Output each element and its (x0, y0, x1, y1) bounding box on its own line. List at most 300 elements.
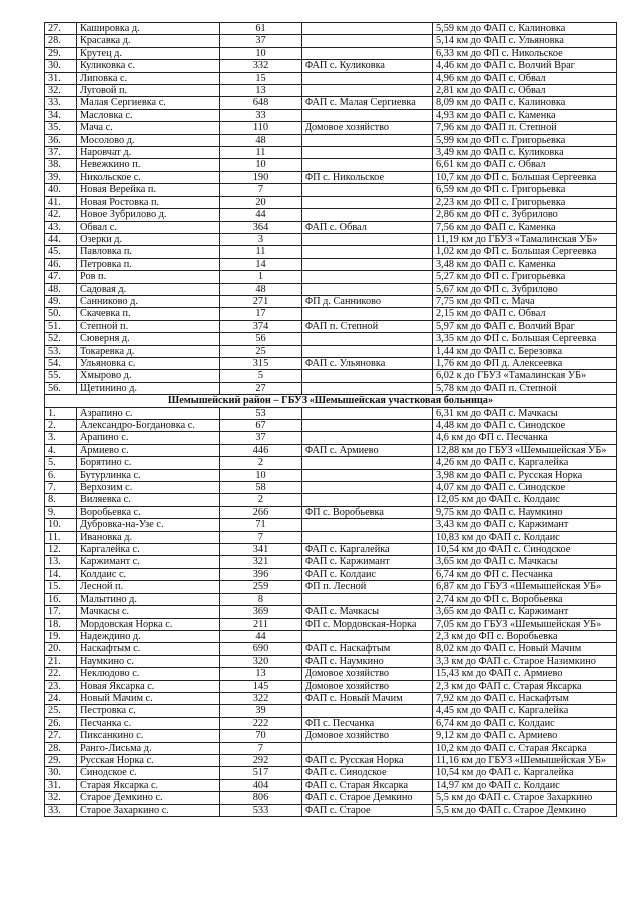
medical-facility (302, 457, 433, 469)
population: 71 (220, 519, 302, 531)
population: 7 (220, 531, 302, 543)
settlement-name: Крутец д. (77, 47, 220, 59)
population: 11 (220, 147, 302, 159)
row-number: 35. (45, 122, 77, 134)
table-row (45, 60, 617, 72)
table-row (45, 531, 617, 543)
distance: 5,27 км до ФП с. Григорьевка (433, 271, 617, 283)
table-row (45, 271, 617, 283)
settlement-name: Токаревка д. (77, 345, 220, 357)
table-row (45, 754, 617, 766)
settlement-name: Мордовская Норка с. (77, 618, 220, 630)
population: 266 (220, 506, 302, 518)
settlement-name: Наумкино с. (77, 655, 220, 667)
settlement-name: Верхозим с. (77, 482, 220, 494)
distance: 3,65 км до ФАП с. Каржимант (433, 606, 617, 618)
table-row (45, 556, 617, 568)
population: 517 (220, 767, 302, 779)
table-row (45, 246, 617, 258)
medical-facility: Домовое хозяйство (302, 730, 433, 742)
medical-facility: ФАП с. Малая Сергиевка (302, 97, 433, 109)
row-number: 32. (45, 85, 77, 97)
distance: 10,54 км до ФАП с. Синодское (433, 544, 617, 556)
table-row (45, 680, 617, 692)
table-row (45, 184, 617, 196)
distance: 5,5 км до ФАП с. Старое Демкино (433, 804, 617, 816)
settlement-name: Ивановка д. (77, 531, 220, 543)
settlement-name: Скачевка п. (77, 308, 220, 320)
population: 10 (220, 159, 302, 171)
population: 27 (220, 382, 302, 394)
distance: 5,59 км до ФАП с. Калиновка (433, 23, 617, 35)
medical-facility (302, 742, 433, 754)
row-number: 20. (45, 643, 77, 655)
table-row (45, 258, 617, 270)
population: 33 (220, 109, 302, 121)
population: 13 (220, 85, 302, 97)
distance: 1,44 км до ФАП с. Березовка (433, 345, 617, 357)
medical-facility (302, 333, 433, 345)
distance: 6,33 км до ФП с. Никольское (433, 47, 617, 59)
table-row (45, 606, 617, 618)
settlement-name: Песчанка с. (77, 717, 220, 729)
settlement-name: Старое Демкино с. (77, 792, 220, 804)
settlement-name: Куликовка с. (77, 60, 220, 72)
medical-facility (302, 469, 433, 481)
population: 446 (220, 444, 302, 456)
settlement-name: Мосолово д. (77, 134, 220, 146)
row-number: 17. (45, 606, 77, 618)
settlement-name: Борятино с. (77, 457, 220, 469)
settlement-name: Дубровка-на-Узе с. (77, 519, 220, 531)
table-row (45, 544, 617, 556)
settlement-name: Азрапино с. (77, 407, 220, 419)
row-number: 41. (45, 196, 77, 208)
row-number: 43. (45, 221, 77, 233)
population: 10 (220, 469, 302, 481)
medical-facility (302, 345, 433, 357)
settlement-name: Липовка с. (77, 72, 220, 84)
medical-facility (302, 209, 433, 221)
medical-facility: ФАП с. Новый Мачим (302, 692, 433, 704)
medical-facility (302, 630, 433, 642)
medical-facility: ФАП с. Куликовка (302, 60, 433, 72)
table-row (45, 134, 617, 146)
row-number: 25. (45, 705, 77, 717)
population: 5 (220, 370, 302, 382)
settlement-name: Армиево с. (77, 444, 220, 456)
row-number: 36. (45, 134, 77, 146)
settlement-name: Невежкино п. (77, 159, 220, 171)
settlement-name: Щетинино д. (77, 382, 220, 394)
settlement-name: Озерки д. (77, 233, 220, 245)
distance: 11,19 км до ГБУЗ «Тамалинская УБ» (433, 233, 617, 245)
row-number: 31. (45, 72, 77, 84)
row-number: 29. (45, 754, 77, 766)
distance: 7,05 км до ГБУЗ «Шемышейская УБ» (433, 618, 617, 630)
medical-facility: Домовое хозяйство (302, 668, 433, 680)
distance: 7,92 км до ФАП с. Наскафтым (433, 692, 617, 704)
table-row (45, 233, 617, 245)
population: 58 (220, 482, 302, 494)
distance: 3,98 км до ФАП с. Русская Норка (433, 469, 617, 481)
distance: 15,43 км до ФАП с. Армиево (433, 668, 617, 680)
settlement-name: Колдаис с. (77, 568, 220, 580)
table-row (45, 72, 617, 84)
settlement-name: Санниково д. (77, 295, 220, 307)
section-title: Шемышейский район – ГБУЗ «Шемышейская участковая больница» (45, 395, 617, 407)
table-row (45, 171, 617, 183)
table-row (45, 97, 617, 109)
row-number: 9. (45, 506, 77, 518)
population: 374 (220, 320, 302, 332)
distance: 14,97 км до ФАП с. Колдаис (433, 779, 617, 791)
medical-facility (302, 23, 433, 35)
medical-facility: ФП с. Мордовская-Норка (302, 618, 433, 630)
distance: 7,96 км до ФАП п. Степной (433, 122, 617, 134)
row-number: 24. (45, 692, 77, 704)
medical-facility: ФАП с. Каргалейка (302, 544, 433, 556)
table-row (45, 357, 617, 369)
medical-facility: ФАП п. Степной (302, 320, 433, 332)
row-number: 6. (45, 469, 77, 481)
table-body (45, 23, 617, 817)
row-number: 56. (45, 382, 77, 394)
distance: 2,15 км до ФАП с. Обвал (433, 308, 617, 320)
settlement-name: Арапино с. (77, 432, 220, 444)
table-row (45, 655, 617, 667)
settlement-name: Воробьевка с. (77, 506, 220, 518)
distance: 7,75 км до ФП с. Мача (433, 295, 617, 307)
medical-facility: ФАП с. Ульяновка (302, 357, 433, 369)
distance: 4,26 км до ФАП с. Каргалейка (433, 457, 617, 469)
population: 44 (220, 630, 302, 642)
row-number: 2. (45, 420, 77, 432)
settlement-name: Малая Сергиевка с. (77, 97, 220, 109)
table-row (45, 85, 617, 97)
medical-facility: ФАП с. Синодское (302, 767, 433, 779)
population: 14 (220, 258, 302, 270)
medical-facility: ФП с. Воробьевка (302, 506, 433, 518)
distance: 6,74 км до ФАП с. Колдаис (433, 717, 617, 729)
distance: 10,2 км до ФАП с. Старая Яксарка (433, 742, 617, 754)
population: 320 (220, 655, 302, 667)
settlement-name: Бутурлинка с. (77, 469, 220, 481)
distance: 5,78 км до ФАП п. Степной (433, 382, 617, 394)
table-row (45, 506, 617, 518)
row-number: 47. (45, 271, 77, 283)
medical-facility (302, 382, 433, 394)
row-number: 54. (45, 357, 77, 369)
row-number: 53. (45, 345, 77, 357)
row-number: 39. (45, 171, 77, 183)
settlement-name: Ранго-Лисьма д. (77, 742, 220, 754)
settlement-name: Каргалейка с. (77, 544, 220, 556)
medical-facility (302, 705, 433, 717)
row-number: 26. (45, 717, 77, 729)
population: 53 (220, 407, 302, 419)
row-number: 29. (45, 47, 77, 59)
section-header-row (45, 395, 617, 407)
medical-facility: ФП п. Лесной (302, 581, 433, 593)
population: 3 (220, 233, 302, 245)
settlement-name: Александро-Богдановка с. (77, 420, 220, 432)
settlement-name: Каржимант с. (77, 556, 220, 568)
distance: 3,3 км до ФАП с. Старое Назимкино (433, 655, 617, 667)
medical-facility: ФАП с. Колдаис (302, 568, 433, 580)
population: 25 (220, 345, 302, 357)
table-row (45, 47, 617, 59)
settlement-name: Мача с. (77, 122, 220, 134)
distance: 3,43 км до ФАП с. Каржимант (433, 519, 617, 531)
table-row (45, 519, 617, 531)
medical-facility (302, 246, 433, 258)
distance: 2,81 км до ФАП с. Обвал (433, 85, 617, 97)
row-number: 22. (45, 668, 77, 680)
row-number: 10. (45, 519, 77, 531)
settlement-name: Пестровка с. (77, 705, 220, 717)
population: 292 (220, 754, 302, 766)
table-row (45, 444, 617, 456)
medical-facility: Домовое хозяйство (302, 680, 433, 692)
medical-facility (302, 593, 433, 605)
table-row (45, 333, 617, 345)
row-number: 15. (45, 581, 77, 593)
medical-facility: Домовое хозяйство (302, 122, 433, 134)
settlement-name: Виляевка с. (77, 494, 220, 506)
population: 17 (220, 308, 302, 320)
table-row (45, 668, 617, 680)
settlement-name: Павловка п. (77, 246, 220, 258)
medical-facility (302, 420, 433, 432)
population: 7 (220, 184, 302, 196)
settlement-name: Луговой п. (77, 85, 220, 97)
row-number: 38. (45, 159, 77, 171)
distance: 6,87 км до ГБУЗ «Шемышейская УБ» (433, 581, 617, 593)
table-row (45, 295, 617, 307)
settlement-name: Старая Яксарка с. (77, 779, 220, 791)
table-row (45, 730, 617, 742)
settlement-name: Лесной п. (77, 581, 220, 593)
medical-facility: ФАП с. Старая Яксарка (302, 779, 433, 791)
population: 259 (220, 581, 302, 593)
population: 37 (220, 432, 302, 444)
row-number: 3. (45, 432, 77, 444)
population: 271 (220, 295, 302, 307)
population: 648 (220, 97, 302, 109)
row-number: 33. (45, 97, 77, 109)
row-number: 18. (45, 618, 77, 630)
row-number: 51. (45, 320, 77, 332)
medical-facility (302, 482, 433, 494)
table-row (45, 717, 617, 729)
table-row (45, 35, 617, 47)
settlement-name: Новый Мачим с. (77, 692, 220, 704)
table-row (45, 593, 617, 605)
row-number: 5. (45, 457, 77, 469)
settlement-name: Степной п. (77, 320, 220, 332)
population: 39 (220, 705, 302, 717)
medical-facility (302, 196, 433, 208)
settlement-name: Новая Ростовка п. (77, 196, 220, 208)
population: 341 (220, 544, 302, 556)
population: 15 (220, 72, 302, 84)
table-row (45, 779, 617, 791)
medical-facility (302, 531, 433, 543)
medical-facility: ФАП с. Старое Демкино (302, 792, 433, 804)
table-row (45, 742, 617, 754)
table-row (45, 692, 617, 704)
table-row (45, 482, 617, 494)
medical-facility: ФП с. Никольское (302, 171, 433, 183)
medical-facility: ФП с. Песчанка (302, 717, 433, 729)
medical-facility (302, 271, 433, 283)
settlement-name: Пиксанкино с. (77, 730, 220, 742)
settlement-name: Старое Захаркино с. (77, 804, 220, 816)
distance: 2,23 км до ФП с. Григорьевка (433, 196, 617, 208)
distance: 4,48 км до ФАП с. Синодское (433, 420, 617, 432)
row-number: 14. (45, 568, 77, 580)
medical-facility (302, 519, 433, 531)
medical-facility (302, 283, 433, 295)
table-row (45, 420, 617, 432)
distance: 5,99 км до ФП с. Григорьевка (433, 134, 617, 146)
table-row (45, 370, 617, 382)
row-number: 44. (45, 233, 77, 245)
population: 321 (220, 556, 302, 568)
settlement-name: Хмырово д. (77, 370, 220, 382)
settlement-name: Кашировка д. (77, 23, 220, 35)
table-row (45, 407, 617, 419)
medical-facility (302, 184, 433, 196)
population: 61 (220, 23, 302, 35)
distance: 6,74 км до ФП с. Песчанка (433, 568, 617, 580)
distance: 4,45 км до ФАП с. Каргалейка (433, 705, 617, 717)
medical-facility: ФАП с. Русская Норка (302, 754, 433, 766)
settlement-name: Надеждино д. (77, 630, 220, 642)
distance: 8,09 км до ФАП с. Калиновка (433, 97, 617, 109)
row-number: 40. (45, 184, 77, 196)
population: 48 (220, 283, 302, 295)
settlement-name: Ульяновка с. (77, 357, 220, 369)
population: 690 (220, 643, 302, 655)
row-number: 45. (45, 246, 77, 258)
population: 20 (220, 196, 302, 208)
row-number: 8. (45, 494, 77, 506)
settlement-name: Русская Норка с. (77, 754, 220, 766)
distance: 6,59 км до ФП с. Григорьевка (433, 184, 617, 196)
table-row (45, 643, 617, 655)
distance: 3,49 км до ФАП с. Куликовка (433, 147, 617, 159)
distance: 9,75 км до ФАП с. Наумкино (433, 506, 617, 518)
table-row (45, 196, 617, 208)
table-row (45, 209, 617, 221)
table-row (45, 457, 617, 469)
medical-facility: ФАП с. Обвал (302, 221, 433, 233)
settlement-name: Новая Яксарка с. (77, 680, 220, 692)
population: 332 (220, 60, 302, 72)
medical-facility: ФАП с. Армиево (302, 444, 433, 456)
medical-facility (302, 85, 433, 97)
row-number: 16. (45, 593, 77, 605)
settlement-name: Красавка д. (77, 35, 220, 47)
table-row (45, 345, 617, 357)
row-number: 28. (45, 742, 77, 754)
population: 56 (220, 333, 302, 345)
distance: 1,76 км до ФП д. Алексеевка (433, 357, 617, 369)
population: 8 (220, 593, 302, 605)
population: 222 (220, 717, 302, 729)
population: 322 (220, 692, 302, 704)
row-number: 13. (45, 556, 77, 568)
distance: 4,93 км до ФАП с. Каменка (433, 109, 617, 121)
table-row (45, 159, 617, 171)
medical-facility: ФАП с. Старое (302, 804, 433, 816)
settlement-name: Петровка п. (77, 258, 220, 270)
row-number: 30. (45, 60, 77, 72)
settlement-name: Новое Зубрилово д. (77, 209, 220, 221)
population: 67 (220, 420, 302, 432)
population: 2 (220, 457, 302, 469)
settlement-name: Сюверня д. (77, 333, 220, 345)
table-row (45, 494, 617, 506)
distance: 6,31 км до ФАП с. Мачкасы (433, 407, 617, 419)
medical-facility (302, 35, 433, 47)
distance: 6,61 км до ФАП с. Обвал (433, 159, 617, 171)
distance: 12,05 км до ФАП с. Колдаис (433, 494, 617, 506)
medical-facility (302, 147, 433, 159)
table-row (45, 147, 617, 159)
population: 13 (220, 668, 302, 680)
medical-facility (302, 258, 433, 270)
distance: 1,02 км до ФП с. Большая Сергеевка (433, 246, 617, 258)
row-number: 4. (45, 444, 77, 456)
settlement-name: Синодское с. (77, 767, 220, 779)
table-row (45, 568, 617, 580)
row-number: 12. (45, 544, 77, 556)
distance: 4,07 км до ФАП с. Синодское (433, 482, 617, 494)
distance: 2,3 км до ФП с. Воробьевка (433, 630, 617, 642)
population: 70 (220, 730, 302, 742)
table-row (45, 382, 617, 394)
table-row (45, 469, 617, 481)
row-number: 48. (45, 283, 77, 295)
population: 48 (220, 134, 302, 146)
row-number: 55. (45, 370, 77, 382)
distance: 4,46 км до ФАП с. Волчий Враг (433, 60, 617, 72)
row-number: 31. (45, 779, 77, 791)
row-number: 46. (45, 258, 77, 270)
population: 145 (220, 680, 302, 692)
medical-facility (302, 134, 433, 146)
medical-facility (302, 308, 433, 320)
table-row (45, 581, 617, 593)
row-number: 21. (45, 655, 77, 667)
table-row (45, 630, 617, 642)
distance: 2,74 км до ФП с. Воробьевка (433, 593, 617, 605)
settlements-table (44, 22, 617, 817)
row-number: 50. (45, 308, 77, 320)
row-number: 52. (45, 333, 77, 345)
row-number: 49. (45, 295, 77, 307)
distance: 5,14 км до ФАП с. Ульяновка (433, 35, 617, 47)
population: 211 (220, 618, 302, 630)
settlement-name: Садовая д. (77, 283, 220, 295)
table-row (45, 618, 617, 630)
population: 1 (220, 271, 302, 283)
distance: 9,12 км до ФАП с. Армиево (433, 730, 617, 742)
distance: 5,5 км до ФАП с. Старое Захаркино (433, 792, 617, 804)
